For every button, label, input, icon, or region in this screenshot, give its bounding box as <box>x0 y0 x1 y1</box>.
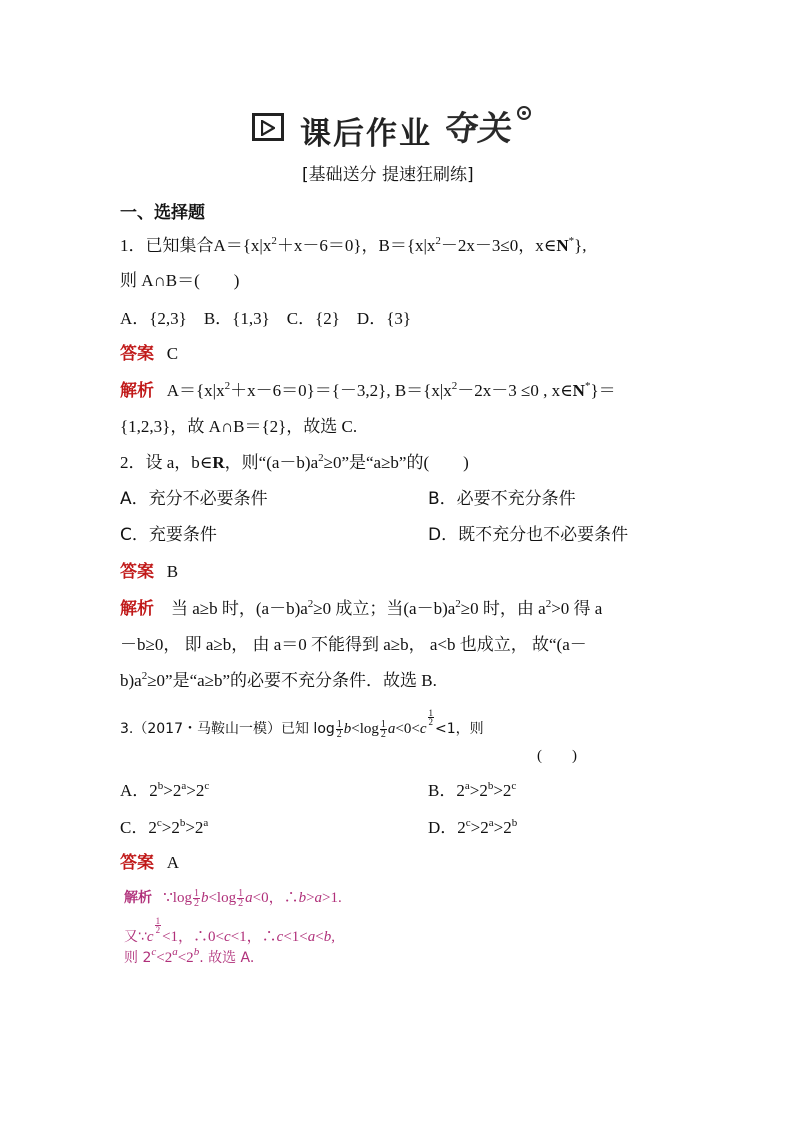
q3-option-b <box>428 780 516 802</box>
q3-opt-label: C．2 <box>120 818 157 837</box>
q1-set-b-rest: －2x－3≤0，x∈ <box>440 236 557 255</box>
q3-stem <box>120 709 484 741</box>
fraction-denominator: 2 <box>428 717 434 727</box>
q3-exp: a <box>203 817 209 829</box>
q1-analysis-line2: {1,2,3}，故 A∩B＝{2}，故选 C. <box>120 417 358 436</box>
q3-var-b: b <box>298 890 307 906</box>
q1-exp: 2 <box>271 235 277 247</box>
q3-analysis-part: <1< <box>283 929 308 945</box>
q3-gt: >2 <box>493 818 512 837</box>
q2-analysis-part: ≥0”是“a≥b”的必要不充分条件．故选 B. <box>147 671 437 690</box>
q2-exp: 2 <box>455 598 461 610</box>
q3-base-fraction <box>193 889 200 908</box>
q1-set-a-rest: ＋x－6＝0}，B＝{x|x <box>276 236 436 255</box>
answer-label: 答案 <box>120 853 154 873</box>
q1-exp: 2 <box>224 380 231 392</box>
svg-text:夺关: 夺关 <box>446 109 516 146</box>
q2-analysis-part: ≥0 时，由 a <box>460 599 546 618</box>
q3-var-b: b <box>343 721 352 737</box>
q3-exp: b <box>193 946 200 958</box>
fraction-denominator: 2 <box>380 729 386 741</box>
q3-exp: b <box>487 780 494 792</box>
q1-set-a: A＝{x|x <box>213 236 272 255</box>
q3-exp: c <box>204 780 210 792</box>
q2-exp: 2 <box>545 598 552 610</box>
q2-option-b: B．必要不充分条件 <box>428 489 576 509</box>
q1-natural-set: N <box>556 236 569 255</box>
q1-analysis-line1 <box>120 380 616 402</box>
q3-opt-label: A．2 <box>120 781 158 800</box>
q3-var-a: a <box>314 890 323 906</box>
q3-exp: a <box>172 946 178 958</box>
q1-stem-line2: 则 A∩B＝( ) <box>120 271 240 290</box>
answer-label: 答案 <box>120 562 154 582</box>
q3-gt: >2 <box>161 818 180 837</box>
q3-var-b: b <box>200 890 209 906</box>
q3-exp: c <box>151 946 157 958</box>
q3-analysis-part: <1，∴0< <box>162 929 225 945</box>
q1-exp: 2 <box>435 235 441 247</box>
q3-base-fraction <box>380 720 387 739</box>
q1-number: 1． <box>120 236 146 255</box>
q3-exp-fraction <box>155 917 162 934</box>
q3-analysis-part: >1. <box>322 890 342 906</box>
q3-option-c <box>120 817 208 839</box>
q2-answer-value: B <box>166 562 179 581</box>
q3-analysis-part: <log <box>208 890 237 906</box>
q3-analysis-line2 <box>124 917 335 949</box>
q3-analysis-part: < <box>315 929 324 945</box>
q1-exp: 2 <box>451 380 458 392</box>
q3-analysis-part: <1，∴ <box>230 929 277 945</box>
q3-var-a: a <box>307 929 316 945</box>
q3-gt: >2 <box>470 818 489 837</box>
fraction-numerator: 1 <box>193 888 199 900</box>
q2-option-c: C．充要条件 <box>120 525 217 545</box>
q1-answer <box>120 343 178 365</box>
q3-analysis-part: , <box>331 929 335 945</box>
q3-exp: a <box>488 817 494 829</box>
fraction-denominator: 2 <box>155 925 161 935</box>
q2-option-a: A．充分不必要条件 <box>120 489 268 509</box>
q2-answer <box>120 561 178 583</box>
q2-real-set: R <box>212 453 225 472</box>
q2-exp: 2 <box>318 452 324 464</box>
q3-opt-label: D．2 <box>428 818 466 837</box>
q3-analysis-part: <2 <box>177 950 194 966</box>
q3-var-c: c <box>146 929 154 945</box>
q2-analysis-line3 <box>120 670 437 692</box>
q3-analysis-part: <2 <box>156 950 173 966</box>
page-subtitle: [基础送分 提速狂刷练] <box>302 165 474 185</box>
fraction-numerator: 1 <box>336 719 342 731</box>
q3-gt: >2 <box>186 781 205 800</box>
q2-analysis-part: 当 a≥b 时，(a－b)a <box>171 599 308 618</box>
q3-tail: <1，则 <box>435 721 484 737</box>
q3-base-fraction <box>237 889 244 908</box>
q3-exp: b <box>511 817 518 829</box>
q3-analysis-part: 则 2 <box>124 950 152 966</box>
q2-stem-part: ，则“(a－b)a <box>224 453 319 472</box>
q1-star: * <box>568 235 575 247</box>
page-title: 课后作业 <box>300 116 432 152</box>
q3-rest: <0< <box>395 721 420 737</box>
analysis-label: 解析 <box>120 381 154 401</box>
q3-analysis-part: 又∵ <box>124 929 147 945</box>
fraction-numerator: 1 <box>380 719 386 731</box>
q3-analysis-line3 <box>124 946 254 970</box>
q1-stem-line1 <box>120 235 587 257</box>
q3-exp: b <box>157 780 164 792</box>
duoguan-logo <box>446 104 542 151</box>
q2-stem <box>120 452 469 474</box>
q2-option-d: D．既不充分也不必要条件 <box>428 525 629 545</box>
q3-analysis-part: ∵log <box>163 890 192 906</box>
q3-var-c: c <box>224 929 231 945</box>
fraction-denominator: 2 <box>238 898 244 910</box>
q3-base-fraction <box>336 720 343 739</box>
fraction-denominator: 2 <box>193 898 199 910</box>
q3-answer-paren: ( ) <box>537 748 577 764</box>
q3-exp: c <box>511 780 517 792</box>
q1-answer-value: C <box>166 344 179 363</box>
q3-exp: b <box>179 817 186 829</box>
q3-option-d <box>428 817 517 839</box>
q1-natural-set: N <box>572 381 585 400</box>
q1-analysis-part: －2x－3 ≤0 , x∈ <box>457 381 573 400</box>
q2-analysis-line1 <box>120 598 602 620</box>
q1-lead: 已知集合 <box>145 236 214 256</box>
q1-star: * <box>584 380 591 392</box>
q3-var-c: c <box>419 721 427 737</box>
q3-gt: >2 <box>163 781 182 800</box>
q2-stem-part: ≥0”是“a≥b”的( ) <box>323 453 469 472</box>
q3-answer-value: A <box>166 853 180 872</box>
q2-analysis-part: ≥0 成立；当(a－b)a <box>313 599 456 618</box>
fraction-denominator: 2 <box>336 729 342 741</box>
q3-exp: c <box>156 817 162 829</box>
q1-close: }, <box>574 236 587 255</box>
q1-analysis-part: A＝{x|x <box>166 381 225 400</box>
q1-options: A．{2,3} B．{1,3} C．{2} D．{3} <box>120 309 412 328</box>
q3-var-a: a <box>387 721 396 737</box>
answer-label: 答案 <box>120 344 154 364</box>
q3-analysis-part: <0，∴ <box>252 890 299 906</box>
q3-option-a <box>120 780 209 802</box>
fraction-numerator: 1 <box>155 916 161 926</box>
q2-exp: 2 <box>141 670 148 682</box>
q3-analysis-line1 <box>124 886 342 910</box>
section-title: 一、选择题 <box>120 203 205 223</box>
q3-stem-prefix: 3.（2017・马鞍山一模）已知 log <box>120 721 335 737</box>
q3-exp: a <box>464 780 470 792</box>
q3-answer <box>120 852 179 874</box>
q3-exp: a <box>181 780 187 792</box>
q3-analysis-part: . 故选 A. <box>199 950 255 966</box>
analysis-label: 解析 <box>120 599 154 619</box>
analysis-label: 解析 <box>124 890 152 906</box>
q2-exp: 2 <box>307 598 314 610</box>
q3-gt: >2 <box>469 781 488 800</box>
q3-var-a: a <box>245 890 253 906</box>
q3-exp: c <box>465 817 471 829</box>
q2-stem-part: 2．设 a，b∈ <box>120 453 213 472</box>
q1-analysis-part: }＝ <box>590 381 616 400</box>
q2-analysis-line2: －b≥0， 即 a≥b， 由 a＝0 不能得到 a≥b， a<b 也成立， 故“(a－ <box>120 635 587 654</box>
play-button-icon[interactable] <box>252 113 284 141</box>
q3-opt-label: B．2 <box>428 781 465 800</box>
q3-gt: >2 <box>493 781 512 800</box>
q3-lt-log: <log <box>351 721 379 737</box>
q3-gt: >2 <box>185 818 204 837</box>
fraction-numerator: 1 <box>428 708 434 718</box>
q2-analysis-part: >0 得 a <box>551 599 603 618</box>
q3-var-c: c <box>276 929 284 945</box>
q3-exp-fraction <box>428 709 435 726</box>
q1-analysis-part: ＋x－6＝0}＝{－3,2}, B＝{x|x <box>230 381 452 400</box>
q3-analysis-part: > <box>306 890 315 906</box>
fraction-numerator: 1 <box>238 888 244 900</box>
q2-analysis-part: b)a <box>120 671 142 690</box>
q3-var-b: b <box>323 929 332 945</box>
